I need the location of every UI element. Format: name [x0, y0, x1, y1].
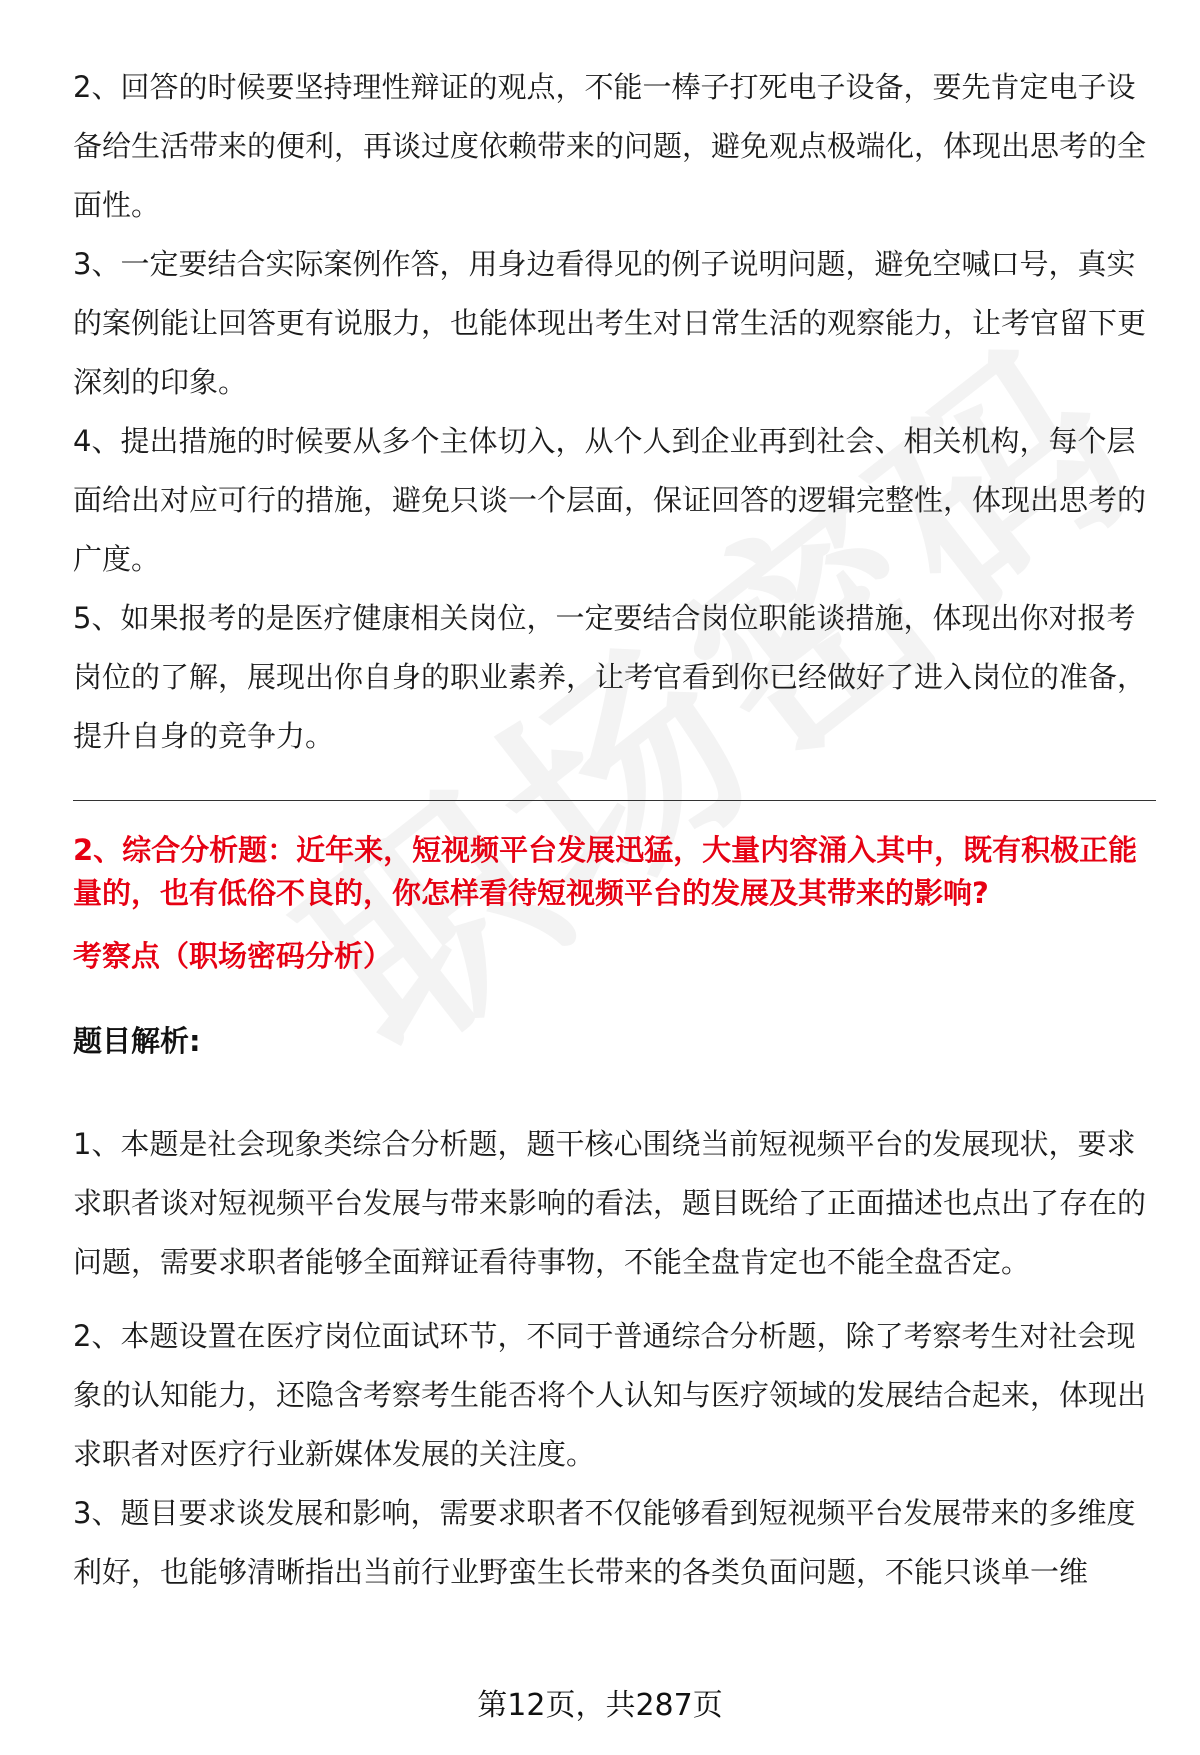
- top-item-2: 2、回答的时候要坚持理性辩证的观点，不能一棒子打死电子设备，要先肯定电子设备给生活带来的便利，再谈过度依赖带来的问题，避免观点极端化，体现出思考的全面性。: [73, 70, 1147, 222]
- top-item-5: 5、如果报考的是医疗健康相关岗位，一定要结合岗位职能谈措施，体现出你对报考岗位的了解，展现出你自身的职业素养，让考官看到你已经做好了进入岗位的准备，提升自身的竞争力。: [73, 601, 1147, 753]
- section-divider: [73, 800, 1156, 801]
- analysis-heading: 题目解析:: [73, 1024, 201, 1058]
- top-item-3: 3、一定要结合实际案例作答，用身边看得见的例子说明问题，避免空喊口号，真实的案例能让回答更有说服力，也能体现出考生对日常生活的观察能力，让考官留下更深刻的印象。: [73, 247, 1147, 399]
- analysis-item-3: 3、题目要求谈发展和影响，需要求职者不仅能够看到短视频平台发展带来的多维度利好，也能够清晰指出当前行业野蛮生长带来的各类负面问题，不能只谈单一维: [73, 1496, 1136, 1589]
- page-content: [73, 58, 1153, 1602]
- top-item-4: 4、提出措施的时候要从多个主体切入，从个人到企业再到社会、相关机构，每个层面给出对应可行的措施，避免只谈一个层面，保证回答的逻辑完整性，体现出思考的广度。: [73, 424, 1147, 576]
- analysis-item-2: 2、本题设置在医疗岗位面试环节，不同于普通综合分析题，除了考察考生对社会现象的认知能力，还隐含考察考生能否将个人认知与医疗领域的发展结合起来，体现出求职者对医疗行业新媒体发展的关注度。: [73, 1319, 1147, 1471]
- page-number: 第12页，共287页: [477, 1688, 723, 1723]
- analysis-item-1: 1、本题是社会现象类综合分析题，题干核心围绕当前短视频平台的发展现状，要求求职者谈对短视频平台发展与带来影响的看法，题目既给了正面描述也点出了存在的问题，需要求职者能够全面辩证看待事物，不能全盘肯定也不能全盘否定。: [73, 1127, 1147, 1279]
- question-title: 2、综合分析题：近年来，短视频平台发展迅猛，大量内容涌入其中，既有积极正能量的，也有低俗不良的，你怎样看待短视频平台的发展及其带来的影响?: [73, 833, 1138, 910]
- exam-point: 考察点（职场密码分析）: [73, 939, 393, 973]
